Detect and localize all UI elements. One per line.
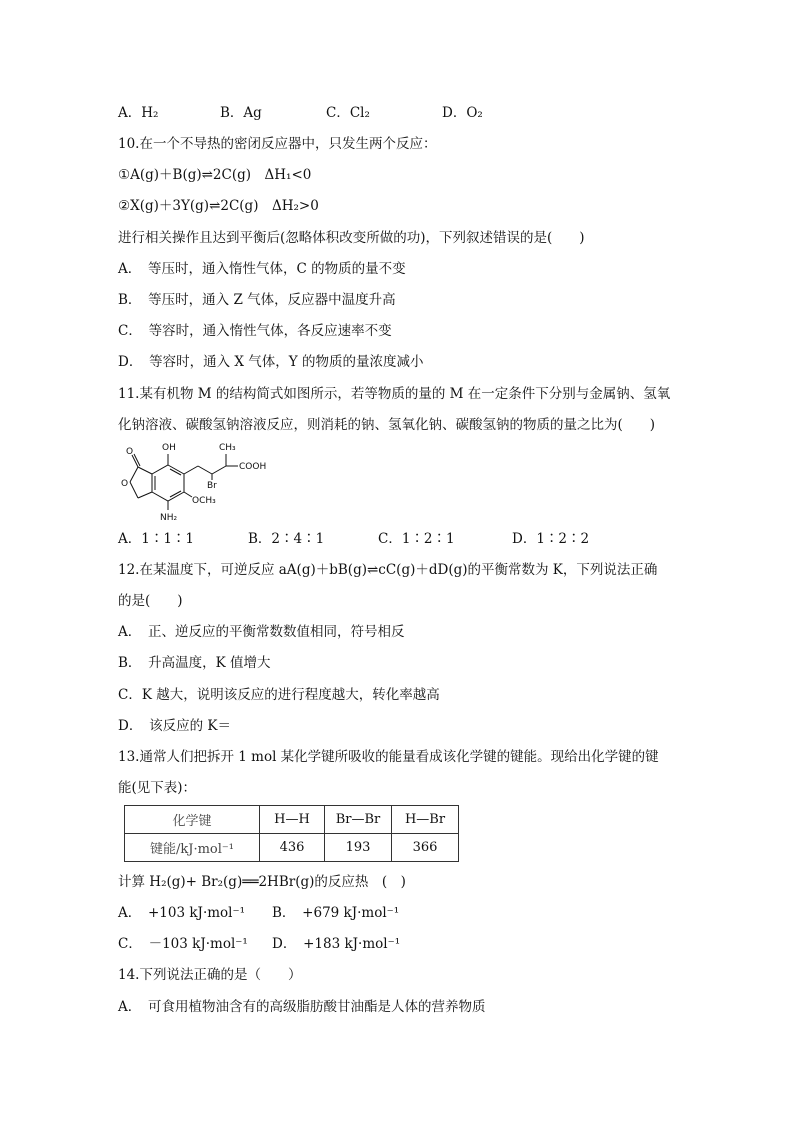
q13-option-d: D． +183 kJ·mol⁻¹ bbox=[272, 936, 401, 952]
q10-option-d: D． 等容时，通入 X 气体，Y 的物质的量浓度减小 bbox=[118, 354, 424, 370]
q10-stem: 10.在一个不导热的密闭反应器中，只发生两个反应： bbox=[118, 136, 437, 152]
q10-option-a: A． 等压时，通入惰性气体，C 的物质的量不变 bbox=[118, 261, 406, 277]
table-row bbox=[125, 834, 459, 862]
q13-option-b: B． +679 kJ·mol⁻¹ bbox=[272, 905, 400, 921]
bond-energy-table bbox=[124, 805, 459, 862]
q11-stem-1: 11.某有机物 M 的结构简式如图所示，若等物质的量的 M 在一定条件下分别与金属钠、氢氧 bbox=[118, 386, 671, 402]
q11-option-b: B．2∶4∶1 bbox=[248, 531, 325, 547]
q10-option-c: C． 等容时，通入惰性气体，各反应速率不变 bbox=[118, 323, 392, 339]
q9-option-b: B．Ag bbox=[220, 105, 262, 121]
q12-stem-2: 的是( ) bbox=[118, 593, 183, 609]
table-header: H—Br bbox=[392, 806, 459, 834]
label-o-ring: O bbox=[121, 479, 129, 489]
q10-reaction-1: ①A(g)＋B(g)⇌2C(g) ΔH₁<0 bbox=[118, 167, 312, 183]
table-header: 化学键 bbox=[125, 806, 260, 834]
q13-stem-2: 能(见下表)： bbox=[118, 780, 197, 796]
label-o-carbonyl: O bbox=[126, 447, 134, 457]
q9-option-d: D．O₂ bbox=[442, 105, 483, 121]
table-row-label: 键能/kJ·mol⁻¹ bbox=[125, 834, 260, 862]
label-och3: OCH₃ bbox=[192, 496, 216, 506]
q13-calc: 计算 H₂(g)+ Br₂(g)══2HBr(g)的反应热 ( ) bbox=[118, 874, 406, 890]
q11-option-c: C．1∶2∶1 bbox=[378, 531, 455, 547]
label-ch3: CH₃ bbox=[219, 443, 236, 453]
q10-lead: 进行相关操作且达到平衡后(忽略体积改变所做的功)，下列叙述错误的是( ) bbox=[118, 230, 585, 246]
q12-option-a: A． 正、逆反应的平衡常数数值相同，符号相反 bbox=[118, 624, 405, 640]
molecule-structure bbox=[118, 440, 288, 526]
table-cell: 436 bbox=[260, 834, 325, 862]
label-br: Br bbox=[207, 481, 217, 491]
q13-stem-1: 13.通常人们把拆开 1 mol 某化学键所吸收的能量看成该化学键的键能。现给出化学键的键 bbox=[118, 749, 659, 765]
q14-stem: 14.下列说法正确的是（ ） bbox=[118, 967, 302, 983]
q14-option-a: A． 可食用植物油含有的高级脂肪酸甘油酯是人体的营养物质 bbox=[118, 999, 486, 1015]
q13-option-c: C． －103 kJ·mol⁻¹ bbox=[118, 936, 248, 952]
table-header: Br—Br bbox=[325, 806, 392, 834]
q10-option-b: B． 等压时，通入 Z 气体，反应器中温度升高 bbox=[118, 292, 396, 308]
label-oh: OH bbox=[162, 443, 176, 453]
q12-option-d: D． 该反应的 K＝ bbox=[118, 718, 231, 734]
q9-option-a: A．H₂ bbox=[118, 105, 159, 121]
table-cell: 366 bbox=[392, 834, 459, 862]
q11-option-a: A．1∶1∶1 bbox=[118, 531, 195, 547]
q12-option-b: B． 升高温度，K 值增大 bbox=[118, 655, 271, 671]
q9-option-c: C．Cl₂ bbox=[326, 105, 370, 121]
q12-stem-1: 12.在某温度下，可逆反应 aA(g)＋bB(g)⇌cC(g)＋dD(g)的平衡常数为 K，下列说法正确 bbox=[118, 562, 658, 578]
label-nh2: NH₂ bbox=[160, 513, 178, 523]
q11-option-d: D．1∶2∶2 bbox=[512, 531, 590, 547]
table-header-row bbox=[125, 806, 459, 834]
q11-stem-2: 化钠溶液、碳酸氢钠溶液反应，则消耗的钠、氢氧化钠、碳酸氢钠的物质的量之比为( ) bbox=[118, 417, 656, 433]
q10-reaction-2: ②X(g)＋3Y(g)⇌2C(g) ΔH₂>0 bbox=[118, 198, 319, 214]
label-cooh: COOH bbox=[239, 462, 267, 472]
q13-option-a: A． +103 kJ·mol⁻¹ bbox=[118, 905, 246, 921]
table-header: H—H bbox=[260, 806, 325, 834]
q12-option-c: C．K 越大，说明该反应的进行程度越大，转化率越高 bbox=[118, 687, 440, 703]
table-cell: 193 bbox=[325, 834, 392, 862]
